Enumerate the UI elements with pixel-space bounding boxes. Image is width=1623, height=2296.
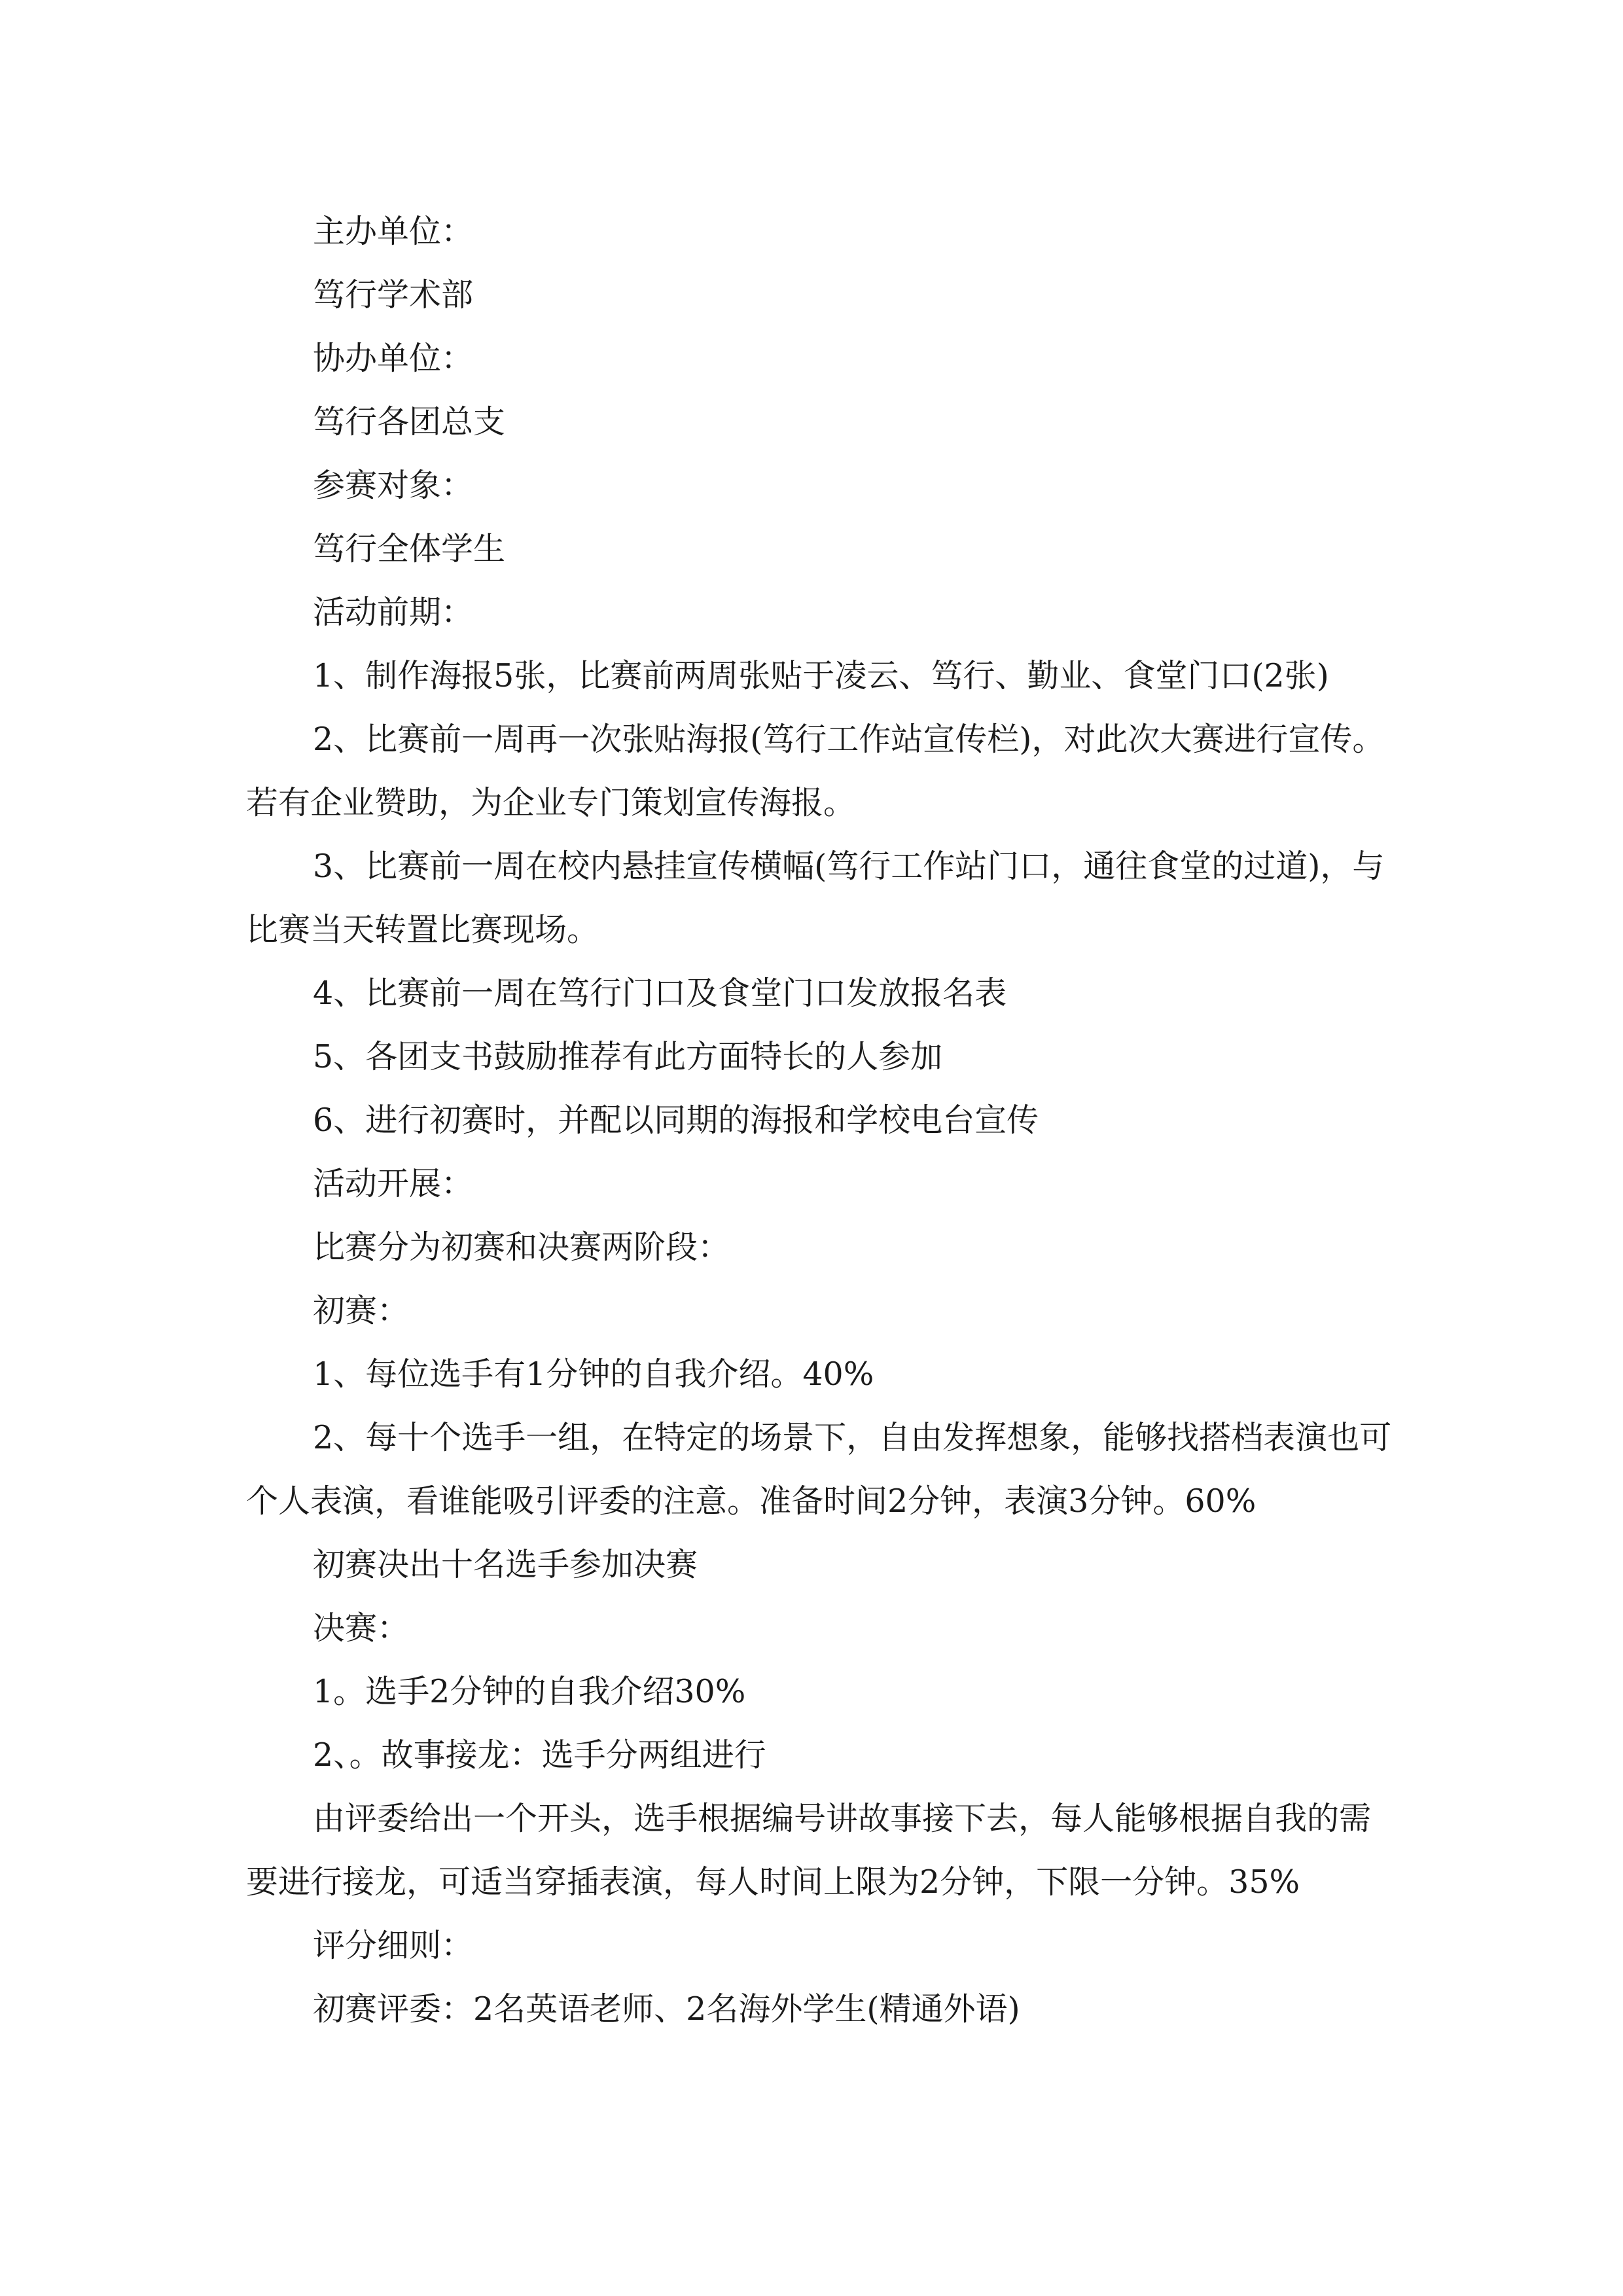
paragraph-preparation-item-3: 3、比赛前一周在校内悬挂宣传横幅(笃行工作站门口，通往食堂的过道)，与比赛当天转置比赛现场。 <box>246 848 1385 948</box>
paragraph-co-organizer-label: 协办单位： <box>313 340 474 377</box>
paragraph-organizer: 笃行学术部 <box>313 276 474 314</box>
paragraph-co-organizer: 笃行各团总支 <box>313 403 506 440</box>
paragraph-preparation-item-2: 2、比赛前一周再一次张贴海报(笃行工作站宣传栏)，对此次大赛进行宣传。若有企业赞助，为企业专门策划宣传海报。 <box>246 721 1385 821</box>
paragraph-scoring-label: 评分细则： <box>313 1927 474 1964</box>
paragraph-final-label: 决赛： <box>313 1609 410 1647</box>
paragraph-participants: 笃行全体学生 <box>313 530 506 567</box>
paragraph-participants-label: 参赛对象： <box>313 467 474 504</box>
paragraph-preliminary-item-2: 2、每十个选手一组，在特定的场景下，自由发挥想象，能够找搭档表演也可个人表演，看谁能吸引评委的注意。准备时间2分钟，表演3分钟。60% <box>246 1419 1392 1520</box>
paragraph-stages: 比赛分为初赛和决赛两阶段： <box>313 1229 730 1266</box>
paragraph-preparation-item-5: 5、各团支书鼓励推荐有此方面特长的人参加 <box>313 1038 943 1075</box>
paragraph-preliminary-judges: 初赛评委：2名英语老师、2名海外学生(精通外语) <box>313 1990 1020 2028</box>
paragraph-preparation-item-4: 4、比赛前一周在笃行门口及食堂门口发放报名表 <box>313 975 1007 1012</box>
paragraph-preliminary-item-1: 1、每位选手有1分钟的自我介绍。40% <box>313 1355 874 1393</box>
paragraph-final-item-1: 1。选手2分钟的自我介绍30% <box>313 1673 746 1710</box>
document-body <box>246 200 1398 2041</box>
paragraph-preliminary-result: 初赛决出十名选手参加决赛 <box>313 1546 698 1583</box>
paragraph-final-story-relay: 由评委给出一个开头，选手根据编号讲故事接下去，每人能够根据自我的需要进行接龙，可适当穿插表演，每人时间上限为2分钟，下限一分钟。35% <box>246 1800 1372 1901</box>
paragraph-activity-label: 活动开展： <box>313 1165 474 1202</box>
paragraph-preliminary-label: 初赛： <box>313 1292 410 1329</box>
paragraph-final-item-2: 2、。故事接龙：选手分两组进行 <box>313 1736 766 1774</box>
paragraph-preparation-item-6: 6、进行初赛时，并配以同期的海报和学校电台宣传 <box>313 1102 1039 1139</box>
paragraph-organizer-label: 主办单位： <box>313 213 474 250</box>
paragraph-preparation-label: 活动前期： <box>313 594 474 631</box>
paragraph-preparation-item-1: 1、制作海报5张，比赛前两周张贴于凌云、笃行、勤业、食堂门口(2张) <box>313 657 1329 694</box>
